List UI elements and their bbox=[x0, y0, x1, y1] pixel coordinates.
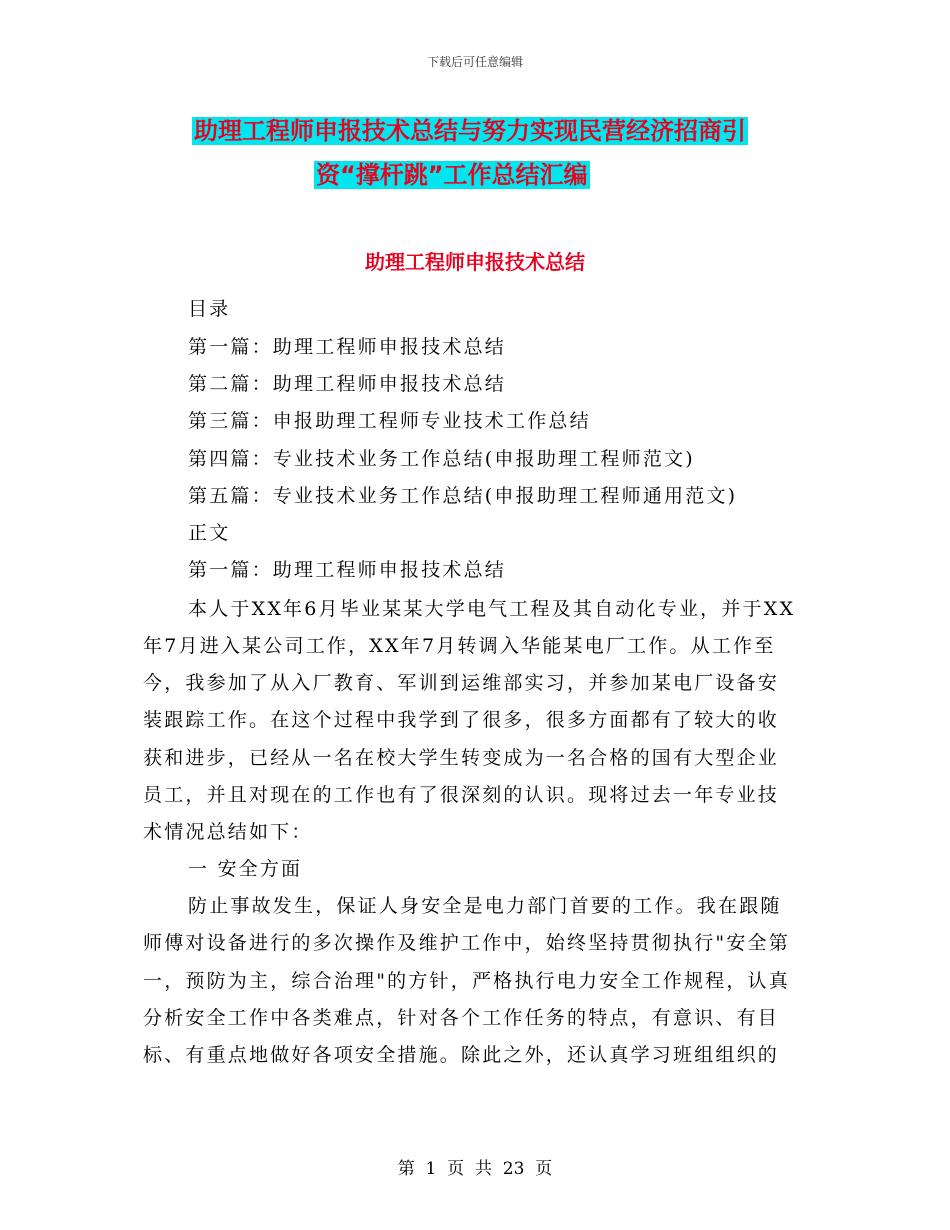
chapter-heading: 第一篇：助理工程师申报技术总结 bbox=[188, 559, 507, 581]
paragraph-line: 员工，并且对现在的工作也有了很深刻的认识。现将过去一年专业技 bbox=[143, 784, 780, 806]
paragraph-line: 获和进步，已经从一名在校大学生转变成为一名合格的国有大型企业 bbox=[143, 747, 780, 769]
paragraph-line: 师傅对设备进行的多次操作及维护工作中，始终坚持贯彻执行"安全第 bbox=[143, 932, 790, 954]
toc-item: 第二篇：助理工程师申报技术总结 bbox=[188, 373, 507, 395]
paragraph-line: 本人于XX年6月毕业某某大学电气工程及其自动化专业，并于XX bbox=[188, 598, 796, 620]
toc-item: 第一篇：助理工程师申报技术总结 bbox=[188, 336, 507, 358]
paragraph-line: 年7月进入某公司工作，XX年7月转调入华能某电厂工作。从工作至 bbox=[143, 635, 776, 657]
section-title: 助理工程师申报技术总结 bbox=[365, 250, 585, 274]
paragraph-line: 今，我参加了从入厂教育、军训到运维部实习，并参加某电厂设备安 bbox=[143, 672, 780, 694]
paragraph-line: 分析安全工作中各类难点，针对各个工作任务的特点，有意识、有目 bbox=[143, 1007, 780, 1029]
page-footer: 第 1 页 共 23 页 bbox=[397, 1159, 553, 1179]
paragraph-line: 术情况总结如下： bbox=[143, 821, 313, 843]
body-heading: 正文 bbox=[188, 522, 231, 544]
toc-item: 第三篇：申报助理工程师专业技术工作总结 bbox=[188, 410, 591, 432]
paragraph-line: 一，预防为主，综合治理"的方针，严格执行电力安全工作规程，认真 bbox=[143, 970, 790, 992]
toc-item: 第四篇：专业技术业务工作总结(申报助理工程师范文) bbox=[188, 448, 695, 470]
toc-heading: 目录 bbox=[188, 298, 231, 320]
paragraph-line: 装跟踪工作。在这个过程中我学到了很多，很多方面都有了较大的收 bbox=[143, 709, 780, 731]
document-title-line-2: 资“撑杆跳”工作总结汇编 bbox=[316, 161, 588, 189]
paragraph-line: 标、有重点地做好各项安全措施。除此之外，还认真学习班组组织的 bbox=[143, 1044, 780, 1066]
subheading: 一 安全方面 bbox=[188, 858, 303, 880]
paragraph-line: 防止事故发生，保证人身安全是电力部门首要的工作。我在跟随 bbox=[188, 895, 782, 917]
header-note: 下载后可任意编辑 bbox=[426, 55, 523, 69]
toc-item: 第五篇：专业技术业务工作总结(申报助理工程师通用范文) bbox=[188, 485, 738, 507]
document-title-line-1: 助理工程师申报技术总结与努力实现民营经济招商引 bbox=[194, 117, 746, 145]
